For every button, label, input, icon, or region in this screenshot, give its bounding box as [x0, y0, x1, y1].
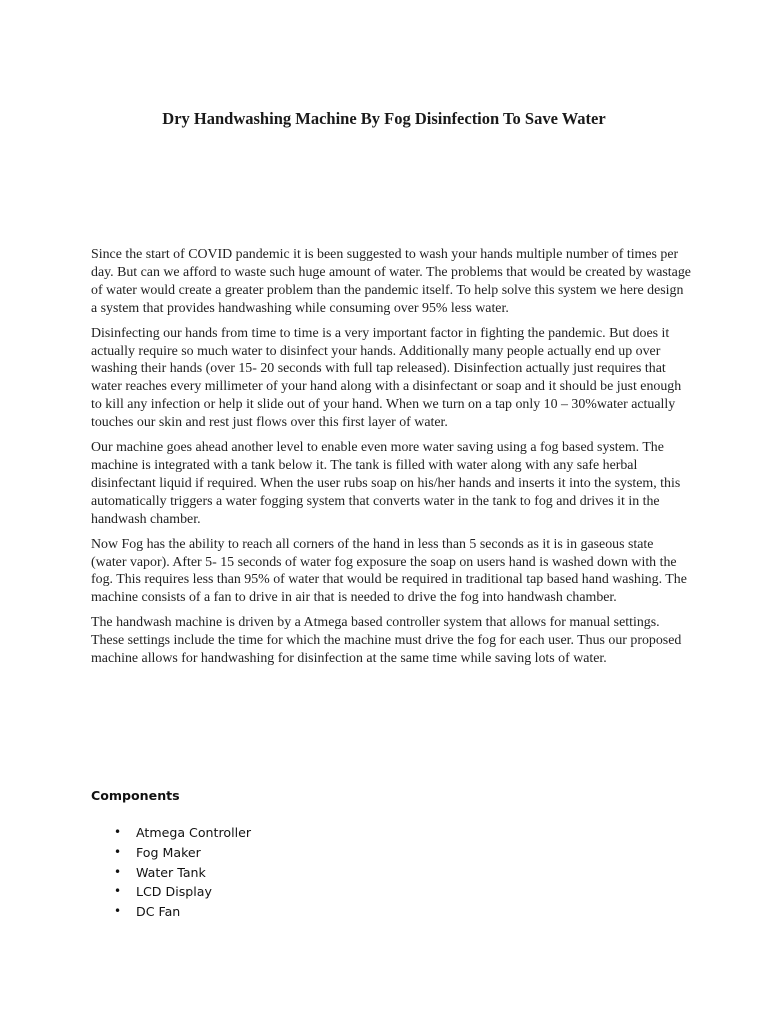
list-item: [91, 823, 491, 843]
list-item: [91, 882, 491, 902]
bullet-icon: •: [114, 884, 122, 899]
bullet-icon: •: [114, 904, 122, 919]
document-body: [91, 246, 691, 675]
paragraph-fog-ability: Now Fog has the ability to reach all corners of the hand in less than 5 seconds as it is in gaseous state (water vapor). After 5- 15 seconds of water fog exposure the soap on users hand is washed down with the fog. This requires less than 95% of water that would be required in traditional tap based hand washing. The machine consists of a fan to drive in air that is needed to drive the fog into handwash chamber.: [91, 536, 687, 606]
list-item-label: Water Tank: [136, 864, 206, 880]
list-item: [91, 843, 491, 863]
bullet-icon: •: [114, 864, 122, 879]
paragraph-controller: The handwash machine is driven by a Atmega based controller system that allows for manual settings. These settings include the time for which the machine must drive the fog for each user. Thus our proposed machine allows for handwashing for disinfection at the same time while saving lots of water.: [91, 615, 682, 667]
paragraph-fog-system: Our machine goes ahead another level to enable even more water saving using a fog based system. The machine is integrated with a tank below it. The tank is filled with water along with any safe herbal disinfectant liquid if required. When the user rubs soap on his/her hands and inserts it into the system, this automatically triggers a water fogging system that converts water in the tank to fog and drives it in the handwash chamber.: [91, 440, 681, 527]
bullet-icon: •: [114, 844, 122, 859]
list-item-label: Atmega Controller: [136, 825, 252, 840]
components-list: [91, 823, 491, 922]
components-heading: Components: [91, 788, 180, 803]
paragraph-disinfection: Disinfecting our hands from time to time is a very important factor in fighting the pandemic. But does it actually require so much water to disinfect your hands. Additionally many people actually end up over washing their hands (over 15- 20 seconds with full tap released). Disinfection actually just requires that water reaches every millimeter of your hand along with a disinfectant or soap and it should be just enough to kill any infection or help it slide out of your hand. When we turn on a tap only 10 – 30%water actually touches our skin and rest just flows over this first layer of water.: [91, 325, 682, 431]
list-item: [91, 863, 491, 883]
document-title: Dry Handwashing Machine By Fog Disinfection To Save Water: [162, 109, 606, 128]
paragraph-intro: Since the start of COVID pandemic it is been suggested to wash your hands multiple number of times per day. But can we afford to waste such huge amount of water. The problems that would be created by wastage of water would create a greater problem than the pandemic itself. To help solve this system we here design a system that provides handwashing while consuming over 95% less water.: [91, 247, 691, 316]
list-item-label: Fog Maker: [136, 844, 201, 860]
list-item-label: DC Fan: [136, 904, 181, 920]
list-item: [91, 902, 491, 922]
bullet-icon: •: [114, 825, 122, 839]
components-section: [91, 787, 491, 922]
list-item-label: LCD Display: [136, 884, 212, 900]
